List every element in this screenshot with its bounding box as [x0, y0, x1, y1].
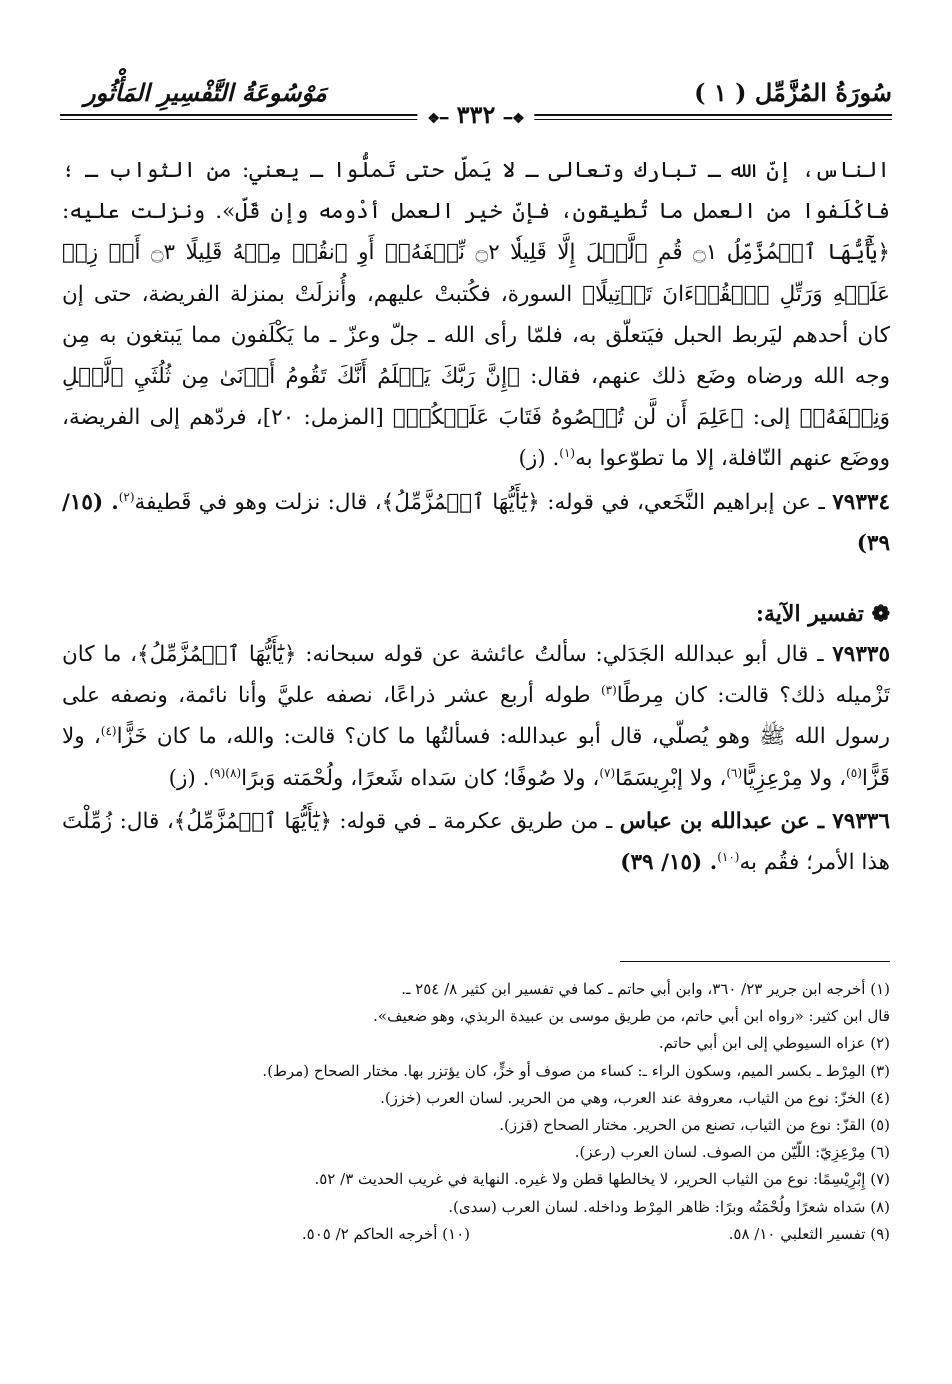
main-text — [62, 150, 890, 883]
paragraph-text: طوله أربع عشر ذراعًا، نصفه عليَّ وأنا نائمة، ونصفه على رسول الله ﷺ وهو يُصلّي، قال أبو عبدالله: فسألتُها ما كان؟ قالت: والله، ما كان خَزًّا — [62, 683, 891, 750]
surah-title: سُورَةُ المُزَّمِّل ( ١ ) — [694, 78, 892, 107]
section-title: ❁ تفسير الآية: — [755, 601, 890, 628]
footnote-1: (١) أخرجه ابن جرير ٢٣/ ٣٦٠، وابن أبي حاتم ـ كما في تفسير ابن كثير ٨/ ٢٥٤ ـ. — [401, 980, 890, 998]
paragraph-text: ، ولا إبْرِيسَمًا — [615, 765, 727, 791]
footnote-ref[interactable]: (٢) — [118, 489, 135, 504]
footnote-ref[interactable]: (٧) — [599, 765, 616, 780]
page-header — [60, 78, 892, 128]
footnote-ref[interactable]: (٨)(٩) — [209, 765, 242, 780]
paragraph-79334 — [62, 482, 890, 564]
page-number-block — [417, 100, 534, 129]
narration-number: ٧٩٣٣٤ — [832, 489, 890, 515]
book-title: مَوْسُوعَةُ التَّفْسِيرِ المَأْثُور — [84, 78, 327, 107]
paragraph-text: ـ من طريق عكرمة ـ في قوله: ﴿يَٰٓأَيُّهَا ٱلۡمُزَّمِّلُ﴾، قال: زُمِّلْتَ هذا الأمر؛ فقُم به — [62, 808, 890, 876]
paragraph-1 — [62, 150, 890, 480]
footnote-divider — [620, 961, 890, 962]
page-number: ٣٣٢ — [456, 100, 496, 129]
paragraph-text: ، ولا مِرْعِزِيًّا — [742, 765, 847, 791]
footnote-ref[interactable]: (١) — [559, 446, 576, 461]
footnote-ref[interactable]: (١٠) — [717, 849, 740, 864]
narration-number: ٧٩٣٣٥ — [832, 642, 890, 668]
paragraph-text: ـ عن إبراهيم النَّخَعي، في قوله: ﴿يَٰٓأَيُّهَا ٱلۡمُزَّمِّلُ﴾، قال: نزلت وهو في قَطيفة — [134, 489, 833, 515]
footnote-ref[interactable]: (٥) — [846, 765, 862, 780]
footnote-1-comment: قال ابن كثير: «رواه ابن أبي حاتم، من طريق موسى بن عبيدة الربذي، وهو ضعيف». — [373, 1007, 890, 1026]
footnotes — [62, 976, 890, 1248]
footnote-9: (٩) تفسير الثعلبي ١٠/ ٥٨. — [728, 1224, 890, 1243]
paragraph-text: الناس، إنّ الله ـ تبارك وتعالى ـ لا يَملّ حتى تَملُّوا ـ يعني: من الثواب ـ ؛ فاكْلَفوا من العمل ما تُطيقون، فإنّ خير العمل أدْومه وإن قَلّ». ونزلت عليه: ﴿يَٰٓأَيُّهَا ٱلۡمُزَّمِّلُ ۝١ قُمِ ٱلَّيۡلَ إِلَّا قَلِيلٗا ۝٢ نِّصۡفَهُۥٓ أَوِ ٱنقُصۡ مِنۡهُ قَلِيلًا ۝٣ أَوۡ زِدۡ عَلَيۡهِ وَرَتِّلِ ٱلۡقُرۡءَانَ تَرۡتِيلًا﴾ السورة، فكُتبتْ عليهم، وأُنزلَتْ بمنزلة الفريضة، حتى إن كان أحدهم ليَربط الحبل فيَتعلّق به، فلمّا رأى الله ـ جلّ وعزّ ـ ما يَكْلَفون مما يَبتغون به مِن وجه الله ورضاه وضَع ذلك عنهم، فقال: ﴿إِنَّ رَبَّكَ يَعۡلَمُ أَنَّكَ تَقُومُ أَدۡنَىٰ مِن ثُلُثَيِ ٱلَّيۡلِ وَنِصۡفَهُۥ﴾ إلى: ﴿عَلِمَ أَن لَّن تُحۡصُوهُ فَتَابَ عَلَيۡكُمۡ﴾ [المزمل: ٢٠]، فردّهم إلى الفريضة، ووضَع عنهم النّافلة، إلا ما تطوّعوا به — [62, 158, 891, 472]
footnote-6: (٦) مِرْعِزِيّ: اللّيّن من الصوف. لسان العرب (رعز). — [574, 1143, 890, 1162]
paragraph-text: ـ قال أبو عبدالله الجَدَلي: سألتُ عائشة عن قوله سبحانه: ﴿يَٰٓأَيُّهَا ٱلۡمُزَّمِّلُ﴾، ما كان تَزْميله ذلك؟ قالت: كان مِرطًا — [62, 642, 890, 709]
footnote-10: (١٠) أخرجه الحاكم ٢/ ٥٠٥. — [301, 1224, 470, 1243]
narration-number: ٧٩٣٣٦ — [832, 808, 890, 834]
footnote-row-last — [62, 1221, 890, 1248]
paragraph-79335 — [62, 634, 890, 799]
paragraph-79336 — [62, 801, 890, 883]
source-mark: . (١٥/ ٣٩) — [620, 850, 718, 876]
paragraph-text: ، ولا صُوفًا؛ كان سَداه شَعرًا، ولُحْمَته وَبرًا — [241, 765, 600, 791]
paragraph-text: ، ولا قَزًّا — [62, 724, 890, 791]
footnote-ref[interactable]: (٦) — [726, 765, 743, 780]
footnote-8: (٨) سَداه شعرًا ولُحْمَتُه وبرًا: ظاهر المِرْط وداخله. لسان العرب (سدى). — [448, 1197, 890, 1216]
ornament-icon: ❖━ — [427, 111, 449, 127]
footnote-3: (٣) المِرْط ـ بكسر الميم، وسكون الراء ـ: كساء من صوف أو خزٍّ، كان يؤتزر بها. مختار الصحاح (مرط). — [262, 1061, 890, 1080]
footnote-2: (٢) عزاه السيوطي إلى ابن أبي حاتم. — [658, 1034, 890, 1053]
footnote-ref[interactable]: (٤) — [100, 724, 117, 739]
footnote-5: (٥) القزّ: نوع من الثياب، تصنع من الحرير. مختار الصحاح (قزز). — [499, 1116, 890, 1135]
ornament-icon: ━❖ — [503, 111, 525, 127]
footnote-ref[interactable]: (٣) — [600, 683, 617, 698]
footnote-4: (٤) الخزّ: نوع من الثياب، معروفة عند العرب، وهي من الحرير. لسان العرب (خزز). — [380, 1088, 890, 1107]
narrator-name: ـ عن عبدالله بن عباس — [619, 808, 833, 834]
source-mark: . (ز) — [168, 765, 210, 791]
source-mark: . (ز) — [518, 446, 560, 472]
footnote-7: (٧) إِبْرِيْسِمًا: نوع من الثياب الحرير، لا يخالطها قطن ولا غيره. النهاية في غريب الحديث ٣/ ٥٢. — [314, 1170, 890, 1189]
source-mark: . (١٥/ ٣٩) — [62, 489, 890, 556]
